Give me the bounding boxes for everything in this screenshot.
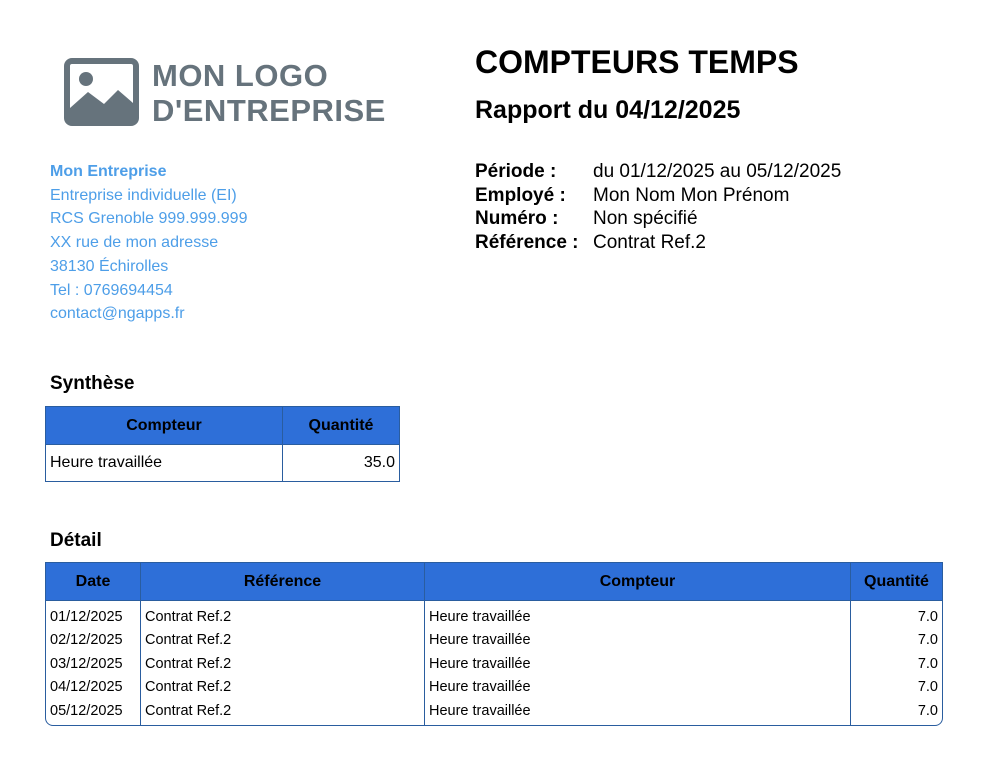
synthese-title: Synthèse: [50, 373, 135, 394]
cell-date: 05/12/2025: [46, 699, 141, 725]
company-info: [50, 160, 247, 326]
column-header-compteur: Compteur: [425, 563, 851, 601]
cell-compteur: Heure travaillée: [46, 445, 283, 481]
table-header-row: [46, 407, 399, 445]
cell-date: 01/12/2025: [46, 601, 141, 629]
cell-quantite: 7.0: [917, 655, 938, 672]
image-placeholder-icon: [64, 58, 139, 126]
detail-title: Détail: [50, 530, 102, 551]
meta-label: Référence :: [475, 231, 579, 253]
cell-reference: Contrat Ref.2: [141, 601, 425, 629]
meta-row-periode: [475, 160, 841, 184]
cell-reference: Contrat Ref.2: [141, 652, 425, 676]
cell-quantite: 7.0: [917, 608, 938, 625]
report-meta: [475, 160, 841, 254]
table-row: [46, 699, 942, 725]
cell-quantite: 7.0: [917, 632, 938, 649]
company-address: XX rue de mon adresse: [50, 234, 219, 252]
logo-text: [152, 58, 386, 128]
table-header-row: [46, 563, 942, 601]
table-row: [46, 652, 942, 676]
cell-compteur: Heure travaillée: [425, 629, 851, 653]
cell-reference: Contrat Ref.2: [141, 629, 425, 653]
cell-date: 02/12/2025: [46, 629, 141, 653]
meta-value: du 01/12/2025 au 05/12/2025: [593, 161, 842, 182]
cell-date: 03/12/2025: [46, 652, 141, 676]
meta-label: Période :: [475, 161, 557, 182]
meta-value: Non spécifié: [593, 208, 698, 229]
company-name: Mon Entreprise: [50, 163, 167, 180]
company-email: contact@ngapps.fr: [50, 305, 185, 323]
meta-row-numero: [475, 207, 841, 231]
cell-reference: Contrat Ref.2: [141, 699, 425, 725]
company-legal-form: Entreprise individuelle (EI): [50, 186, 237, 204]
cell-quantite: 7.0: [917, 679, 938, 696]
cell-date: 04/12/2025: [46, 676, 141, 700]
meta-row-employe: [475, 184, 841, 208]
column-header-reference: Référence: [141, 563, 425, 601]
report-title: COMPTEURS TEMPS: [475, 44, 799, 80]
column-header-compteur: Compteur: [46, 407, 283, 445]
company-rcs: RCS Grenoble 999.999.999: [50, 210, 248, 228]
table-row: [46, 676, 942, 700]
company-phone: Tel : 0769694454: [50, 281, 173, 299]
meta-value: Contrat Ref.2: [593, 231, 706, 253]
synthese-table: [45, 406, 400, 482]
logo-line-1: MON LOGO: [152, 58, 329, 93]
cell-compteur: Heure travaillée: [425, 676, 851, 700]
cell-compteur: Heure travaillée: [425, 601, 851, 629]
company-logo: [64, 58, 386, 128]
detail-table: [45, 562, 943, 726]
column-header-date: Date: [46, 563, 141, 601]
column-header-quantite: Quantité: [283, 407, 399, 445]
cell-quantite: 35.0: [363, 454, 395, 471]
meta-value: Mon Nom Mon Prénom: [593, 184, 790, 206]
meta-row-reference: [475, 231, 841, 255]
cell-quantite: 7.0: [917, 702, 938, 719]
cell-compteur: Heure travaillée: [425, 652, 851, 676]
company-city: 38130 Échirolles: [50, 257, 169, 275]
table-row: [46, 445, 399, 481]
meta-label: Employé :: [475, 184, 566, 206]
logo-line-2: D'ENTREPRISE: [152, 93, 386, 128]
cell-reference: Contrat Ref.2: [141, 676, 425, 700]
meta-label: Numéro :: [475, 208, 559, 229]
cell-compteur: Heure travaillée: [425, 699, 851, 725]
table-row: [46, 629, 942, 653]
table-row: [46, 601, 942, 629]
column-header-quantite: Quantité: [851, 563, 942, 601]
report-subtitle: Rapport du 04/12/2025: [475, 96, 741, 124]
